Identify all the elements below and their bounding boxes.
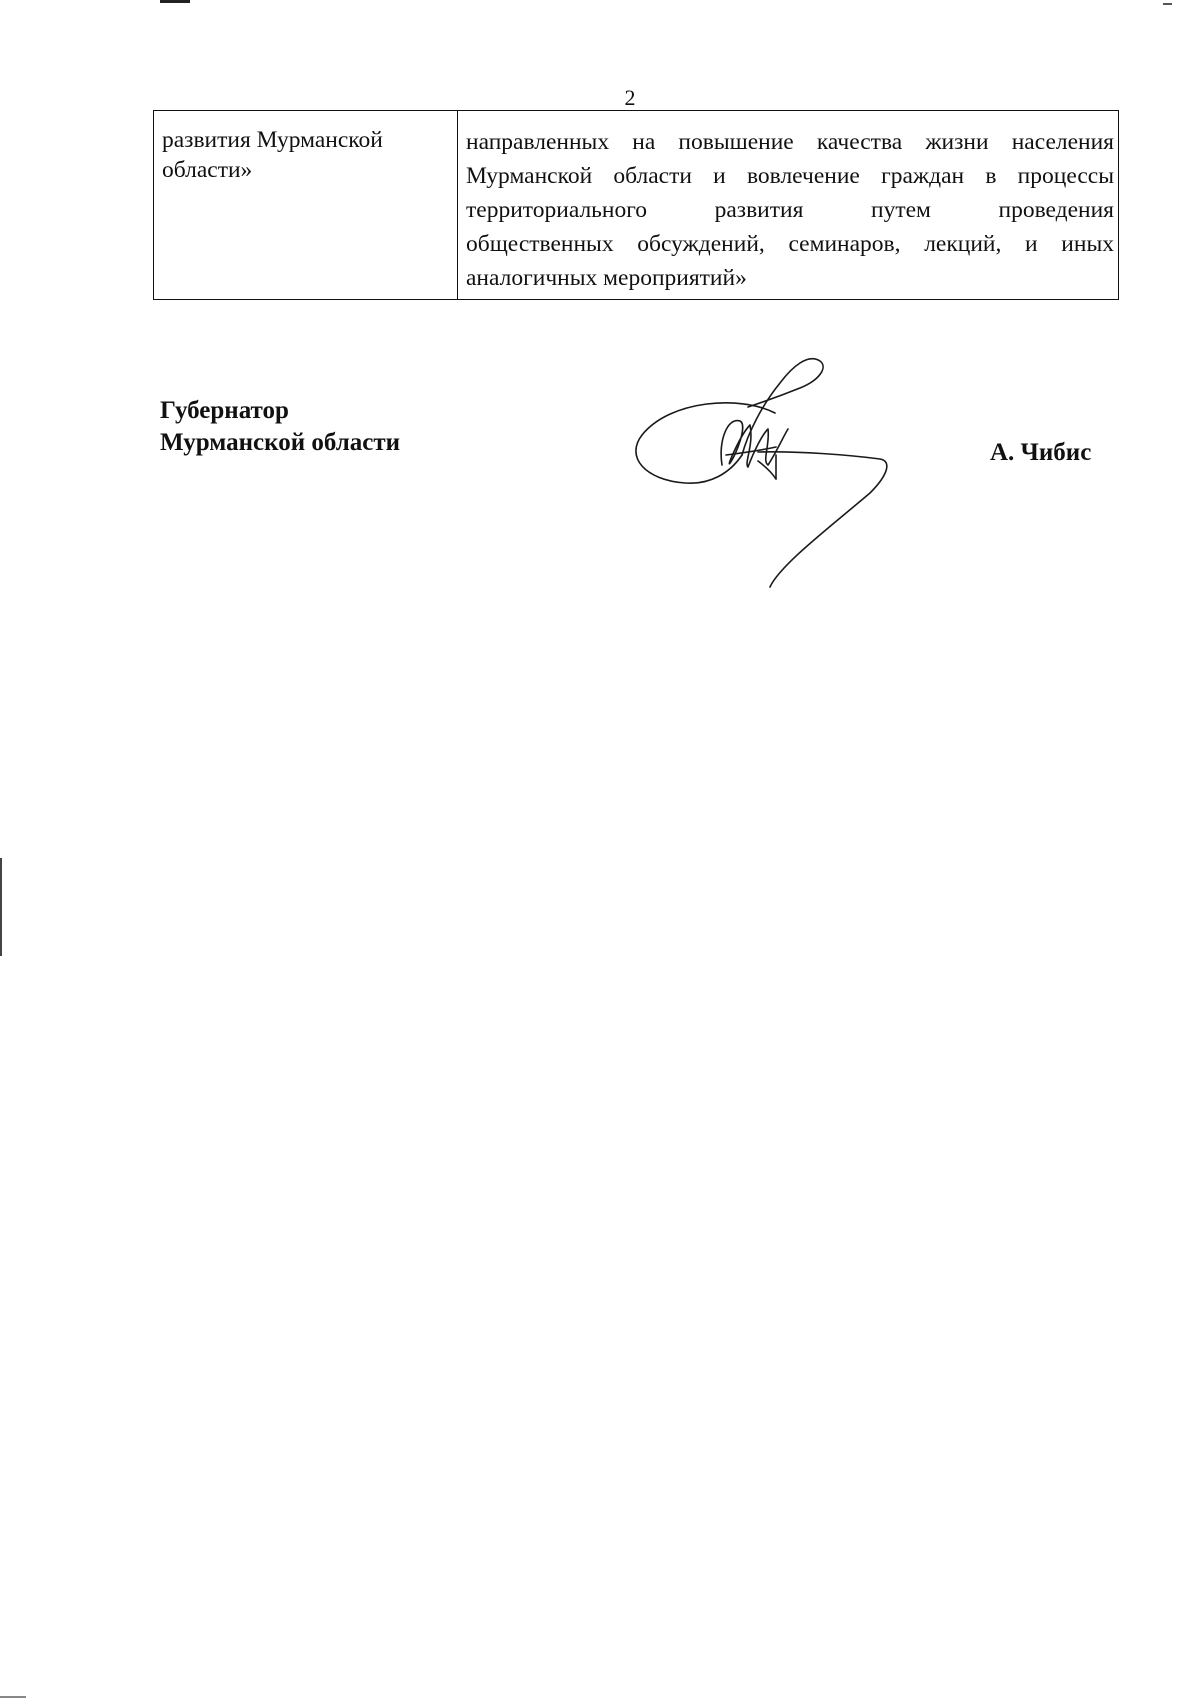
signatory-name: А. Чибис bbox=[990, 439, 1092, 466]
page-number: 2 bbox=[624, 85, 636, 110]
table-cell-left-line: развития Мурманской bbox=[162, 127, 383, 153]
table-cell-right-line: общественных обсуждений, семинаров, лекций, и иных bbox=[466, 231, 1114, 257]
table-cell-right-line: территориального развития путем проведения bbox=[466, 197, 1114, 223]
content-table bbox=[153, 110, 1119, 300]
handwritten-signature bbox=[630, 355, 910, 595]
table-cell-right-line: аналогичных мероприятий» bbox=[466, 265, 747, 291]
scan-artifact-top-right bbox=[1163, 3, 1172, 5]
table-cell-right-line: направленных на повышение качества жизни населения bbox=[466, 129, 1114, 155]
table-cell-left-line: области» bbox=[162, 157, 253, 183]
table-cell-left bbox=[154, 111, 458, 299]
scan-artifact-bottom-left bbox=[0, 1696, 26, 1698]
signatory-position-line: Мурманской области bbox=[160, 429, 401, 456]
scan-artifact-top-left bbox=[160, 0, 190, 3]
table-cell-right-line: Мурманской области и вовлечение граждан в процессы bbox=[466, 163, 1114, 189]
signatory-position bbox=[160, 395, 400, 459]
scan-artifact-left-edge bbox=[0, 858, 2, 956]
table-cell-right bbox=[458, 111, 1118, 299]
signatory-position-line: Губернатор bbox=[160, 397, 289, 424]
